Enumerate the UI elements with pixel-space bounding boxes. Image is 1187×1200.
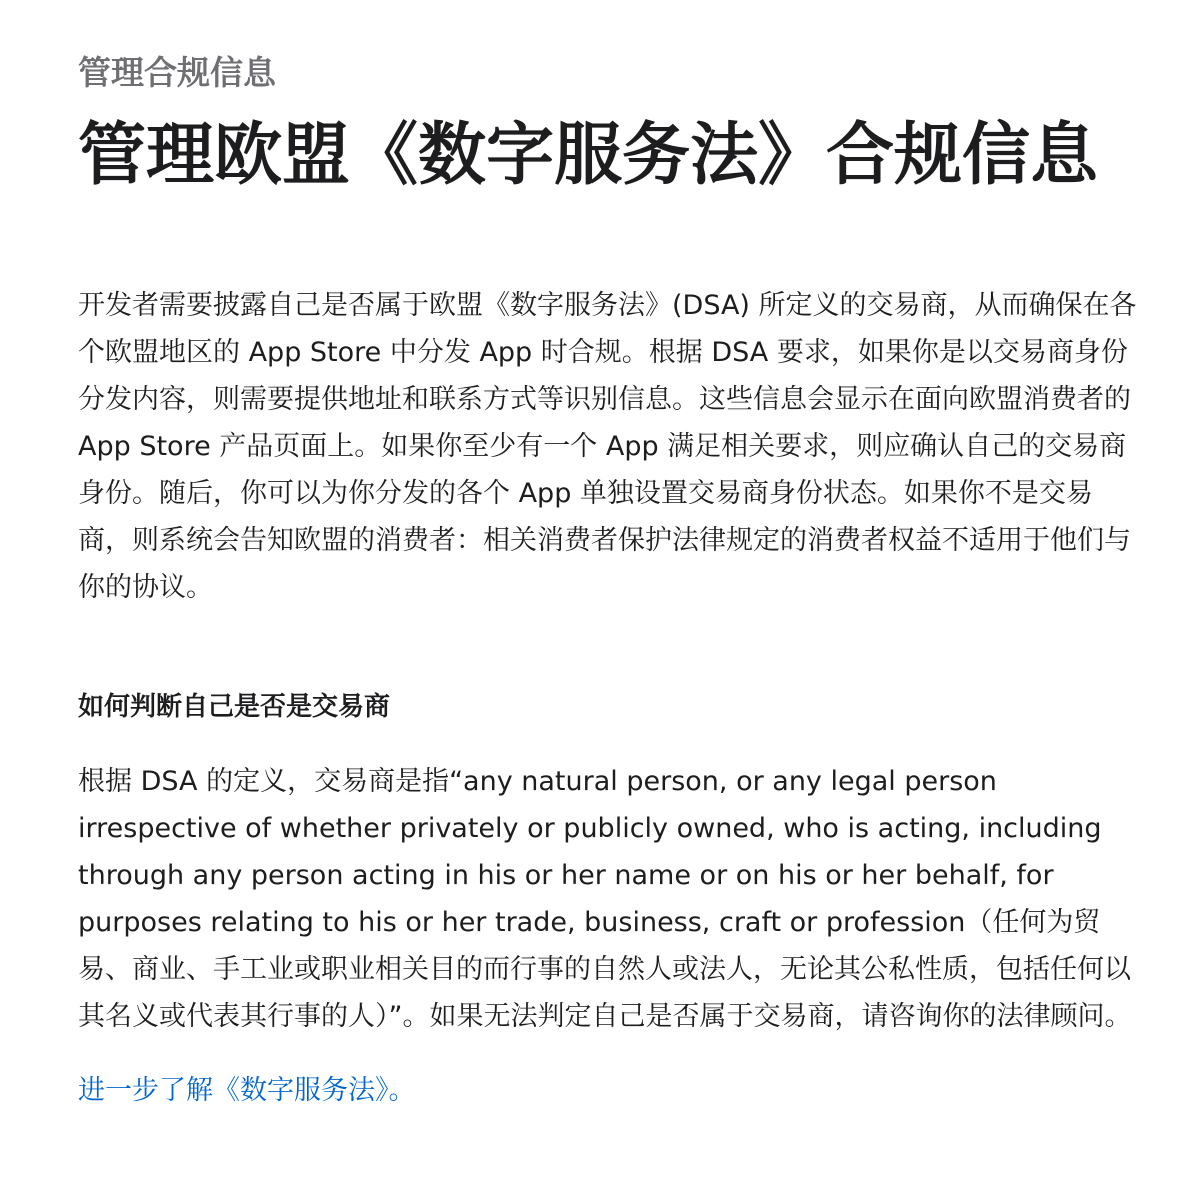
- section-heading: 如何判断自己是否是交易商: [78, 692, 391, 722]
- definition-paragraph: 根据 DSA 的定义，交易商是指“any natural person, or any legal person irrespective of whether privately or publicly owned, who is acting, including through any person acting in his or her name or on his or her behalf, for purposes relating to his or her trade, business, craft or profession（任何为贸易、商业、手工业或职业相关目的而行事的自然人或法人，无论其公私性质，包括任何以其名义或代表其行事的人）”。如果无法判定自己是否属于交易商，请咨询你的法律顾问。: [78, 766, 1132, 1032]
- eyebrow-label: 管理合规信息: [78, 53, 276, 92]
- intro-paragraph: 开发者需要披露自己是否属于欧盟《数字服务法》(DSA) 所定义的交易商，从而确保在各个欧盟地区的 App Store 中分发 App 时合规。根据 DSA 要求，如果你是以交易商身份分发内容，则需要提供地址和联系方式等识别信息。这些信息会显示在面向欧盟消费者的 App Store 产品页面上。如果你至少有一个 App 满足相关要求，则应确认自己的交易商身份。随后，你可以为你分发的各个 App 单独设置交易商身份状态。如果你不是交易商，则系统会告知欧盟的消费者：相关消费者保护法律规定的消费者权益不适用于他们与你的协议。: [78, 290, 1137, 603]
- learn-more-link[interactable]: 进一步了解《数字服务法》。: [78, 1075, 416, 1106]
- page-title: 管理欧盟《数字服务法》合规信息: [78, 116, 1099, 195]
- article: [78, 50, 1138, 1114]
